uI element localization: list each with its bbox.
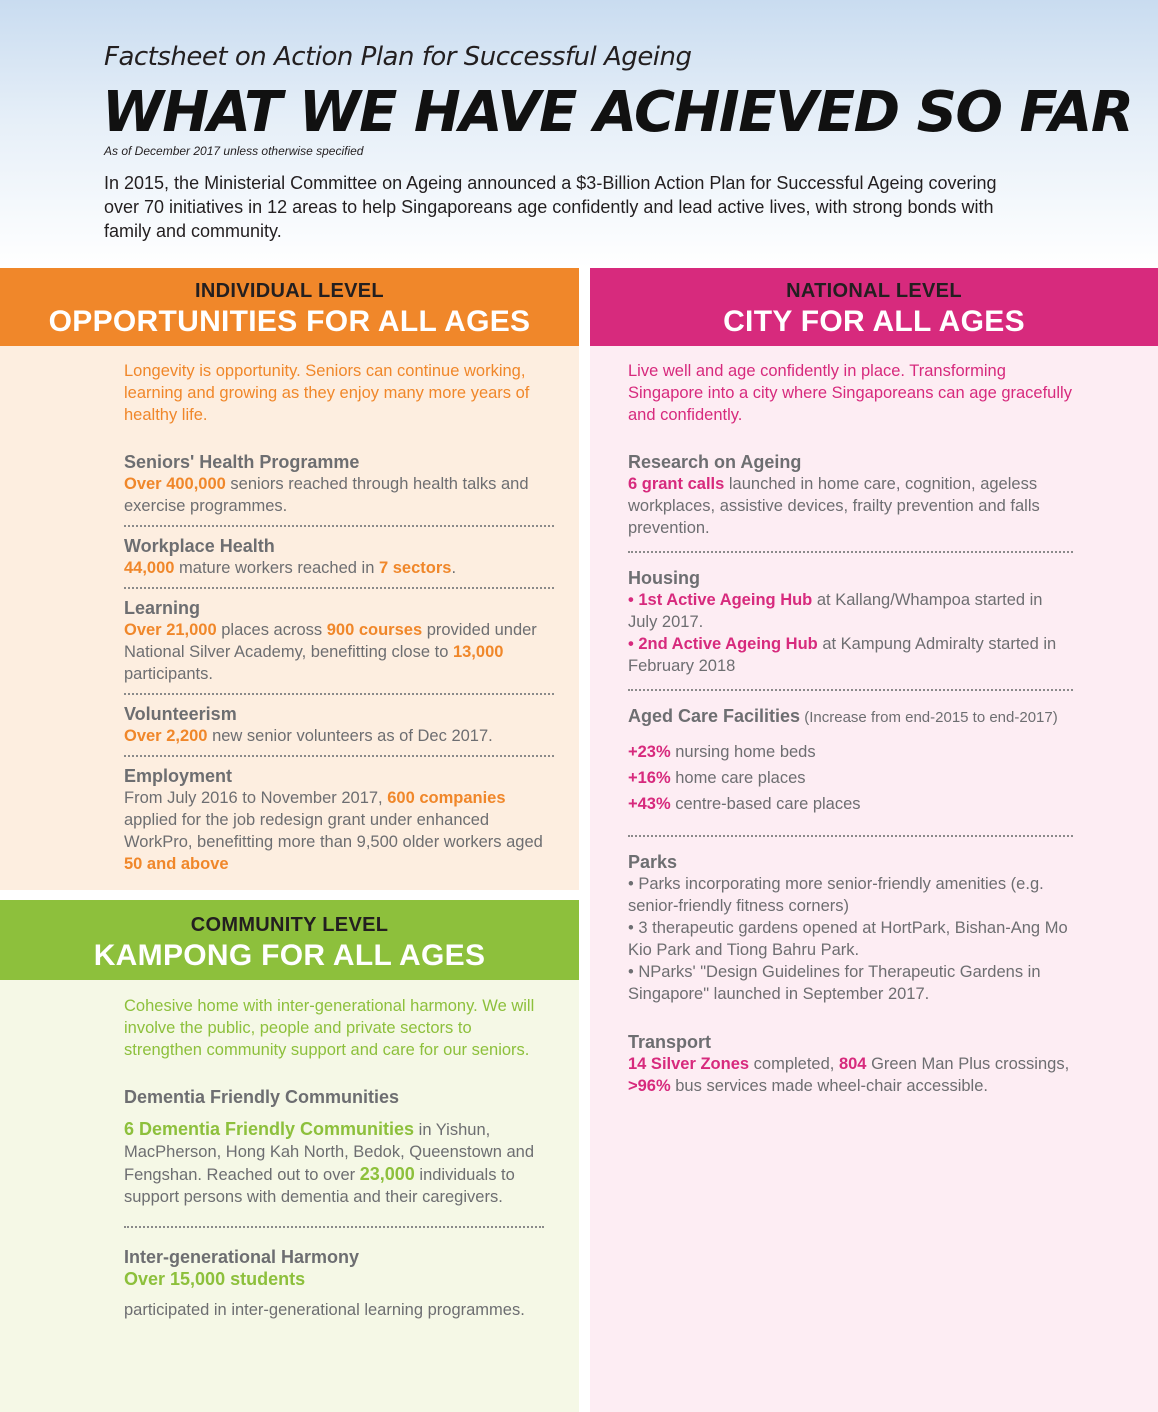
learning-section <box>124 597 554 695</box>
section-title: Transport <box>628 1032 712 1052</box>
community-heading: KAMPONG FOR ALL AGES <box>93 939 486 972</box>
parks-section <box>628 851 1073 1013</box>
intergenerational-section <box>124 1246 544 1329</box>
section-title: Seniors' Health Programme <box>124 452 360 472</box>
section-text: 6 Dementia Friendly Communities in Yishun, MacPherson, Hong Kah North, Bedok, Queenstown and Fengshan. Reached out to over 23,000 individuals to support persons with dementia and their caregivers. <box>124 1119 534 1206</box>
section-text: 6 grant calls launched in home care, cognition, ageless workplaces, assistive devices, frailty prevention and falls prevention. <box>628 475 1040 537</box>
national-heading: CITY FOR ALL AGES <box>723 305 1025 338</box>
community-level-label: COMMUNITY LEVEL <box>190 914 389 936</box>
intro-paragraph: In 2015, the Ministerial Committee on Ageing announced a $3-Billion Action Plan for Successful Ageing covering over 70 initiatives in 12 areas to help Singaporeans age confidently and lead active lives, with strong bonds with family and community. <box>104 173 997 241</box>
individual-level-label: INDIVIDUAL LEVEL <box>195 280 384 302</box>
seniors-health-section <box>124 451 554 527</box>
section-highlight: Over 15,000 students <box>124 1269 306 1289</box>
housing-bullet: • 1st Active Ageing Hub at Kallang/Whampoa started in July 2017. <box>628 591 1043 631</box>
dementia-section <box>124 1086 544 1228</box>
national-content <box>628 360 1073 1113</box>
section-text: Over 400,000 seniors reached through health talks and exercise programmes. <box>124 475 529 515</box>
stat-line: +23% nursing home beds <box>628 743 816 761</box>
section-title: Housing <box>628 568 700 588</box>
as-of-note: As of December 2017 unless otherwise specified <box>104 144 364 158</box>
individual-banner <box>0 268 579 346</box>
national-lead: Live well and age confidently in place. Transforming Singapore into a city where Singaporeans can age gracefully and confidently. <box>628 362 1072 424</box>
community-content <box>124 995 544 1337</box>
housing-bullet: • 2nd Active Ageing Hub at Kampung Admiralty started in February 2018 <box>628 635 1057 675</box>
national-level-label: NATIONAL LEVEL <box>786 280 962 302</box>
parks-bullet: • NParks' "Design Guidelines for Therapeutic Gardens in Singapore" launched in September 2017. <box>628 963 1041 1003</box>
research-section <box>628 451 1073 553</box>
section-text: participated in inter-generational learning programmes. <box>124 1301 525 1319</box>
section-title: Research on Ageing <box>628 452 802 472</box>
section-title: Aged Care Facilities (Increase from end-2015 to end-2017) <box>628 706 1058 726</box>
community-lead: Cohesive home with inter-generational harmony. We will involve the public, people and private sectors to strengthen community support and care for our seniors. <box>124 997 535 1059</box>
section-title: Volunteerism <box>124 704 237 724</box>
community-banner <box>0 900 579 980</box>
section-title: Parks <box>628 852 678 872</box>
transport-section <box>628 1031 1073 1105</box>
section-title: Dementia Friendly Communities <box>124 1087 400 1107</box>
individual-content <box>124 360 554 891</box>
section-text: 44,000 mature workers reached in 7 sectors. <box>124 559 457 577</box>
section-text: From July 2016 to November 2017, 600 companies applied for the job redesign grant under enhanced WorkPro, benefitting more than 9,500 older workers aged 50 and above <box>124 789 543 873</box>
section-title: Workplace Health <box>124 536 275 556</box>
individual-lead: Longevity is opportunity. Seniors can continue working, learning and growing as they enjoy many more years of healthy life. <box>124 362 530 424</box>
section-title: Learning <box>124 598 201 618</box>
section-title: Inter-generational Harmony <box>124 1247 360 1267</box>
section-text: Over 21,000 places across 900 courses provided under National Silver Academy, benefitting close to 13,000 participants. <box>124 621 537 683</box>
employment-section <box>124 765 554 883</box>
aged-care-section <box>628 705 1073 837</box>
individual-heading: OPPORTUNITIES FOR ALL AGES <box>48 305 531 338</box>
national-banner <box>590 268 1158 346</box>
page-subtitle: Factsheet on Action Plan for Successful Ageing <box>104 42 692 72</box>
section-text: 14 Silver Zones completed, 804 Green Man Plus crossings, >96% bus services made wheel-chair accessible. <box>628 1055 1070 1095</box>
volunteerism-section <box>124 703 554 757</box>
stat-line: +16% home care places <box>628 769 806 787</box>
housing-section <box>628 567 1073 691</box>
parks-bullet: • Parks incorporating more senior-friendly amenities (e.g. senior-friendly fitness corners) <box>628 875 1044 915</box>
parks-bullet: • 3 therapeutic gardens opened at HortPark, Bishan-Ang Mo Kio Park and Tiong Bahru Park. <box>628 919 1068 959</box>
workplace-health-section <box>124 535 554 589</box>
section-text: Over 2,200 new senior volunteers as of Dec 2017. <box>124 727 493 745</box>
stat-line: +43% centre-based care places <box>628 795 861 813</box>
section-title: Employment <box>124 766 233 786</box>
page-title: WHAT WE HAVE ACHIEVED SO FAR <box>102 80 1133 145</box>
